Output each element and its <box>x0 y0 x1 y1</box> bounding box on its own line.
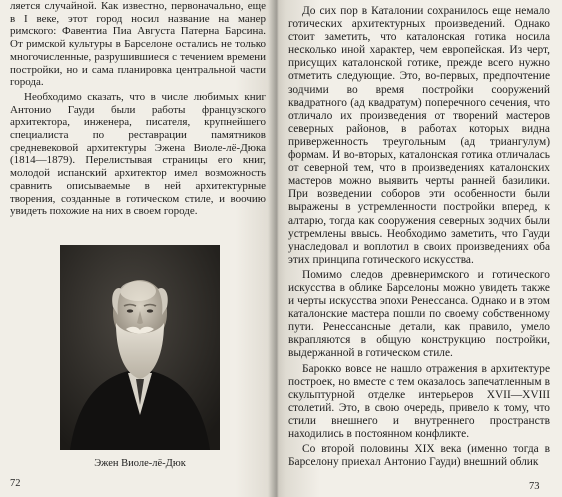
portrait-illustration <box>60 245 220 450</box>
left-page <box>0 0 277 497</box>
portrait-photo <box>60 245 220 450</box>
right-paragraph-1: До сих пор в Каталонии сохранилось еще немало готических архитектурных произведений. Однако стоит заметить, что каталонская готика носила несколько иной характер, чем европейская. Из черт, присущих каталонской готике, прежде всего нужно отметить следующие. Это, во-первых, предпочтение зодчими во время постройки сооружений квадратного (ад квадратум) поперечного сечения, что отличало их произведения от творений мастеров северных районов, в работах которых видна приверженность треугольным (ад триангулум) формам. И во-вторых, каталонская готика отличалась от северной тем, что в произведениях каталонских мастеров можно выявить черты ранней базилики. При возведении соборов эти особенности были выражены в устремленности постройки вперед, к алтарю, тогда как сооружения северных зодчих были устремлены ввысь. Необходимо заметить, что Гауди унаследовал и воплотил в своих произведениях оба этих принципа готического искусства. <box>288 5 550 266</box>
left-page-text <box>10 0 266 218</box>
right-paragraph-4: Со второй половины XIX века (именно тогда в Барселону приехал Антонио Гауди) внешний облик <box>288 443 550 469</box>
left-paragraph-2: Необходимо сказать, что в числе любимых книг Антонио Гауди были работы французского архитектора, инженера, писателя, крупнейшего специалиста по реставрации памятников средневековой архитектуры Эжена Виоле-лё-Дюка (1814—1879). Перелистывая страницы его книг, молодой испанский архитектор имел возможность сравнить описываемые в ней архитектурные творения, созданные в готическом стиле, и воочию увидеть похожие на них в своем городе. <box>10 90 266 218</box>
left-paragraph-1: ляется случайной. Как известно, первоначально, еще в I веке, этот город носил название на манер римского: Фавентиа Пиа Августа Патерна Барсина. От римской культуры в Барселоне остались не только многочисленные, разрушившиеся с течением времени постройки, но и сама планировка центральной части города. <box>10 0 266 89</box>
page-number-left: 72 <box>10 478 21 489</box>
right-paragraph-2: Помимо следов древнеримского и готического искусства в облике Барселоны можно увидеть также и черты искусства эпохи Ренессанса. Однако и в этом каталонские мастера пошли по своему собственному пути. Ренессансные детали, как правило, умело вкрапляются в общую конструкцию постройки, выдержанной в готическом стиле. <box>288 268 550 360</box>
right-page-text <box>288 5 550 469</box>
page-number-right: 73 <box>529 481 540 492</box>
portrait-caption: Эжен Виоле-лё-Дюк <box>94 458 186 469</box>
right-paragraph-3: Барокко вовсе не нашло отражения в архитектуре построек, но вместе с тем оказалось запечатленным в скульптурной отделке интерьеров XVII—XVIII столетий. Это, в свою очередь, привело к тому, что стили внешнего и внутреннего пространств находились в постоянном конфликте. <box>288 362 550 440</box>
book-gutter-shadow <box>268 0 286 497</box>
